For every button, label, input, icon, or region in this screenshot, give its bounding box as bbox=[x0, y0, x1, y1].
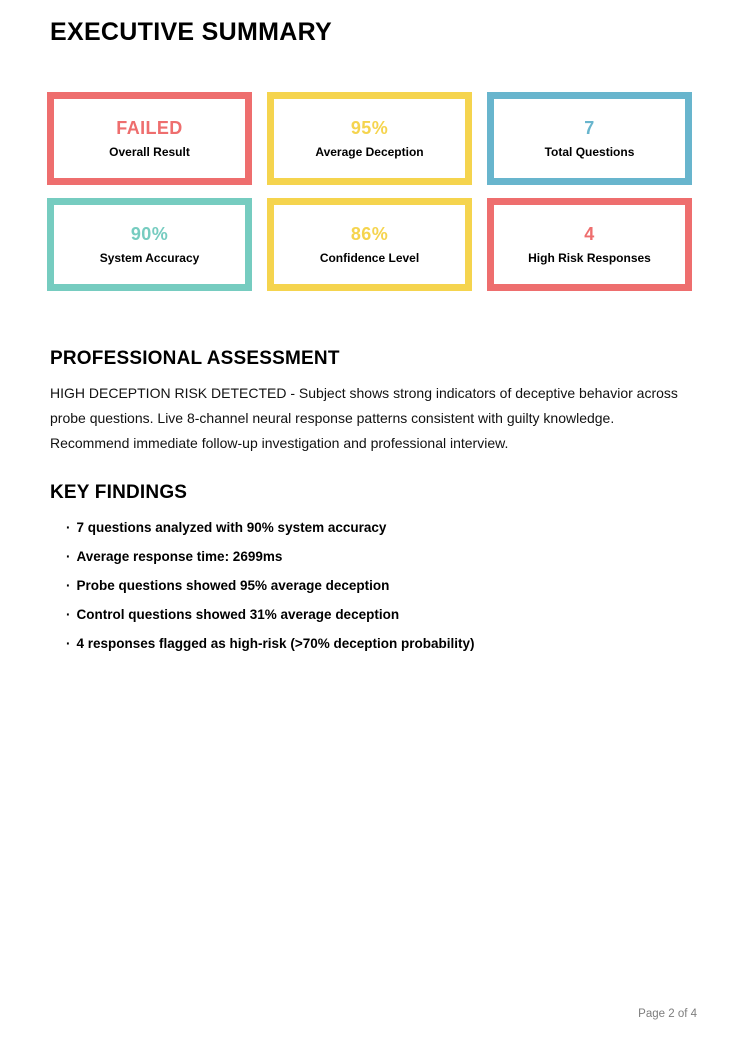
page-title: EXECUTIVE SUMMARY bbox=[50, 18, 332, 46]
key-findings-list bbox=[50, 521, 697, 651]
finding-item bbox=[66, 579, 697, 593]
stat-label: System Accuracy bbox=[99, 251, 200, 265]
key-findings-heading: KEY FINDINGS bbox=[50, 482, 188, 503]
stat-card-grid bbox=[47, 92, 697, 291]
finding-item bbox=[66, 550, 697, 564]
bullet-icon: · bbox=[66, 520, 71, 535]
finding-item bbox=[66, 637, 697, 651]
stat-card-system-accuracy bbox=[47, 198, 252, 291]
bullet-icon: · bbox=[66, 636, 71, 651]
stat-value: FAILED bbox=[116, 118, 183, 138]
stat-card-overall-result bbox=[47, 92, 252, 185]
finding-text: 4 responses flagged as high-risk (>70% deception probability) bbox=[76, 636, 475, 651]
bullet-icon: · bbox=[66, 549, 71, 564]
stat-label: Total Questions bbox=[544, 145, 635, 159]
assessment-heading: PROFESSIONAL ASSESSMENT bbox=[50, 348, 340, 369]
stat-value: 86% bbox=[350, 224, 389, 244]
bullet-icon: · bbox=[66, 607, 71, 622]
bullet-icon: · bbox=[66, 578, 71, 593]
stat-card-total-questions bbox=[487, 92, 692, 185]
stat-card-average-deception bbox=[267, 92, 472, 185]
finding-item bbox=[66, 608, 697, 622]
stat-value: 7 bbox=[584, 118, 595, 138]
stat-label: Overall Result bbox=[109, 145, 190, 159]
stat-value: 4 bbox=[584, 224, 595, 244]
assessment-body-text: HIGH DECEPTION RISK DETECTED - Subject shows strong indicators of deceptive behavior across probe questions. Live 8-channel neural response patterns consistent with guilty knowledge. Recommend immediate follow-up investigation and professional interview. bbox=[50, 385, 678, 451]
finding-text: Average response time: 2699ms bbox=[76, 549, 283, 564]
stat-value: 95% bbox=[350, 118, 389, 138]
stat-card-high-risk-responses bbox=[487, 198, 692, 291]
stat-label: Confidence Level bbox=[319, 251, 420, 265]
finding-text: Control questions showed 31% average deception bbox=[76, 607, 400, 622]
stat-value: 90% bbox=[130, 224, 169, 244]
page-number: Page 2 of 4 bbox=[638, 1008, 697, 1020]
finding-item bbox=[66, 521, 697, 535]
stat-label: Average Deception bbox=[315, 145, 424, 159]
stat-card-confidence-level bbox=[267, 198, 472, 291]
stat-label: High Risk Responses bbox=[528, 251, 651, 265]
finding-text: 7 questions analyzed with 90% system accuracy bbox=[76, 520, 387, 535]
finding-text: Probe questions showed 95% average deception bbox=[76, 578, 390, 593]
